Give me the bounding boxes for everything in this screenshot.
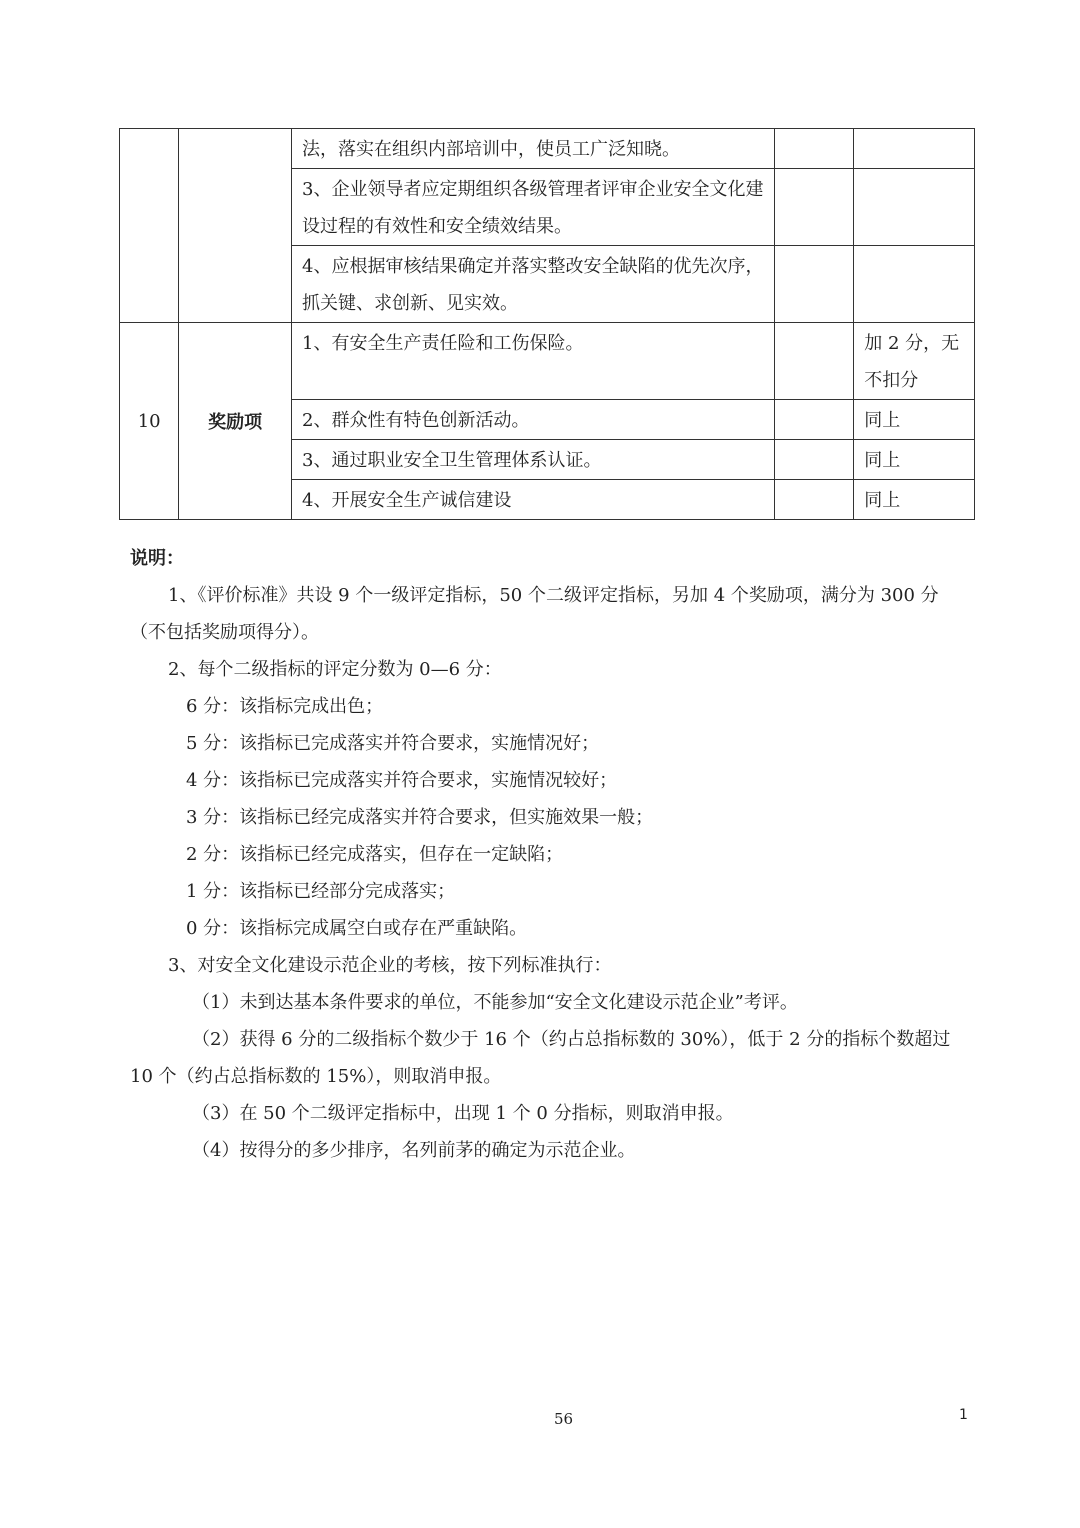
row-number-cell [120, 323, 179, 520]
criteria-text: 4、应根据审核结果确定并落实整改安全缺陷的优先次序，抓关键、求创新、见实效。 [302, 256, 764, 314]
criterion-item: （4）按得分的多少排序，名列前茅的确定为示范企业。 [192, 1140, 636, 1161]
criteria-cell [292, 440, 775, 480]
notes-heading: 说明： [130, 548, 184, 569]
score-cell [774, 440, 853, 480]
page-number: 56 [554, 1410, 574, 1428]
note-cell [854, 323, 975, 400]
score-cell [774, 169, 853, 246]
note-paragraph: 2、每个二级指标的评定分数为 0—6 分： [168, 659, 502, 680]
score-definition: 2 分：该指标已经完成落实，但存在一定缺陷； [186, 844, 564, 865]
note-text: 同上 [864, 410, 901, 431]
corner-page-marker: 1 [959, 1407, 968, 1423]
note-cell [854, 480, 975, 520]
note-cell [854, 400, 975, 440]
note-cell [854, 129, 975, 169]
criteria-text: 3、企业领导者应定期组织各级管理者评审企业安全文化建设过程的有效性和安全绩效结果。 [302, 179, 764, 237]
row-number: 10 [137, 410, 161, 432]
criteria-cell [292, 169, 775, 246]
criteria-cell [292, 246, 775, 323]
note-cell [854, 169, 975, 246]
criteria-text: 法，落实在组织内部培训中，使员工广泛知晓。 [302, 139, 680, 160]
criterion-item: （3）在 50 个二级评定指标中，出现 1 个 0 分指标，则取消申报。 [192, 1103, 734, 1124]
note-paragraph: 1、《评价标准》共设 9 个一级评定指标，50 个二级评定指标，另加 4 个奖励项，满分为 300 分 [168, 585, 939, 606]
criteria-text: 2、群众性有特色创新活动。 [302, 410, 530, 431]
note-cell [854, 440, 975, 480]
score-definition: 0 分：该指标完成属空白或存在严重缺陷。 [186, 918, 528, 939]
score-definition: 4 分：该指标已完成落实并符合要求，实施情况较好； [186, 770, 618, 791]
note-cell [854, 246, 975, 323]
note-paragraph: （不包括奖励项得分）。 [130, 622, 319, 643]
score-definition: 3 分：该指标已经完成落实并符合要求，但实施效果一般； [186, 807, 654, 828]
criterion-item: （2）获得 6 分的二级指标个数少于 16 个（约占总指标数的 30%），低于 2 分的指标个数超过 [192, 1029, 951, 1050]
criterion-item: 10 个（约占总指标数的 15%），则取消申报。 [130, 1066, 502, 1087]
item-name-cell [179, 129, 292, 323]
item-name: 奖励项 [208, 412, 263, 433]
note-text: 同上 [864, 490, 901, 511]
note-paragraph: 3、对安全文化建设示范企业的考核，按下列标准执行： [168, 955, 612, 976]
score-cell [774, 129, 853, 169]
notes-section [130, 540, 970, 1169]
criteria-cell [292, 400, 775, 440]
note-text: 加 2 分，无不扣分 [864, 333, 960, 391]
score-definition: 6 分：该指标完成出色； [186, 696, 384, 717]
evaluation-table [119, 128, 975, 520]
score-cell [774, 246, 853, 323]
criteria-text: 4、开展安全生产诚信建设 [302, 490, 512, 511]
score-cell [774, 323, 853, 400]
score-cell [774, 400, 853, 440]
score-definition: 1 分：该指标已经部分完成落实； [186, 881, 456, 902]
criteria-cell [292, 480, 775, 520]
note-text: 同上 [864, 450, 901, 471]
criterion-item: （1）未到达基本条件要求的单位，不能参加“安全文化建设示范企业”考评。 [192, 992, 798, 1013]
row-number-cell [120, 129, 179, 323]
criteria-cell [292, 129, 775, 169]
score-definition: 5 分：该指标已完成落实并符合要求，实施情况好； [186, 733, 600, 754]
score-cell [774, 480, 853, 520]
criteria-text: 1、有安全生产责任险和工伤保险。 [302, 333, 584, 354]
criteria-cell [292, 323, 775, 400]
item-name-cell [179, 323, 292, 520]
criteria-text: 3、通过职业安全卫生管理体系认证。 [302, 450, 602, 471]
